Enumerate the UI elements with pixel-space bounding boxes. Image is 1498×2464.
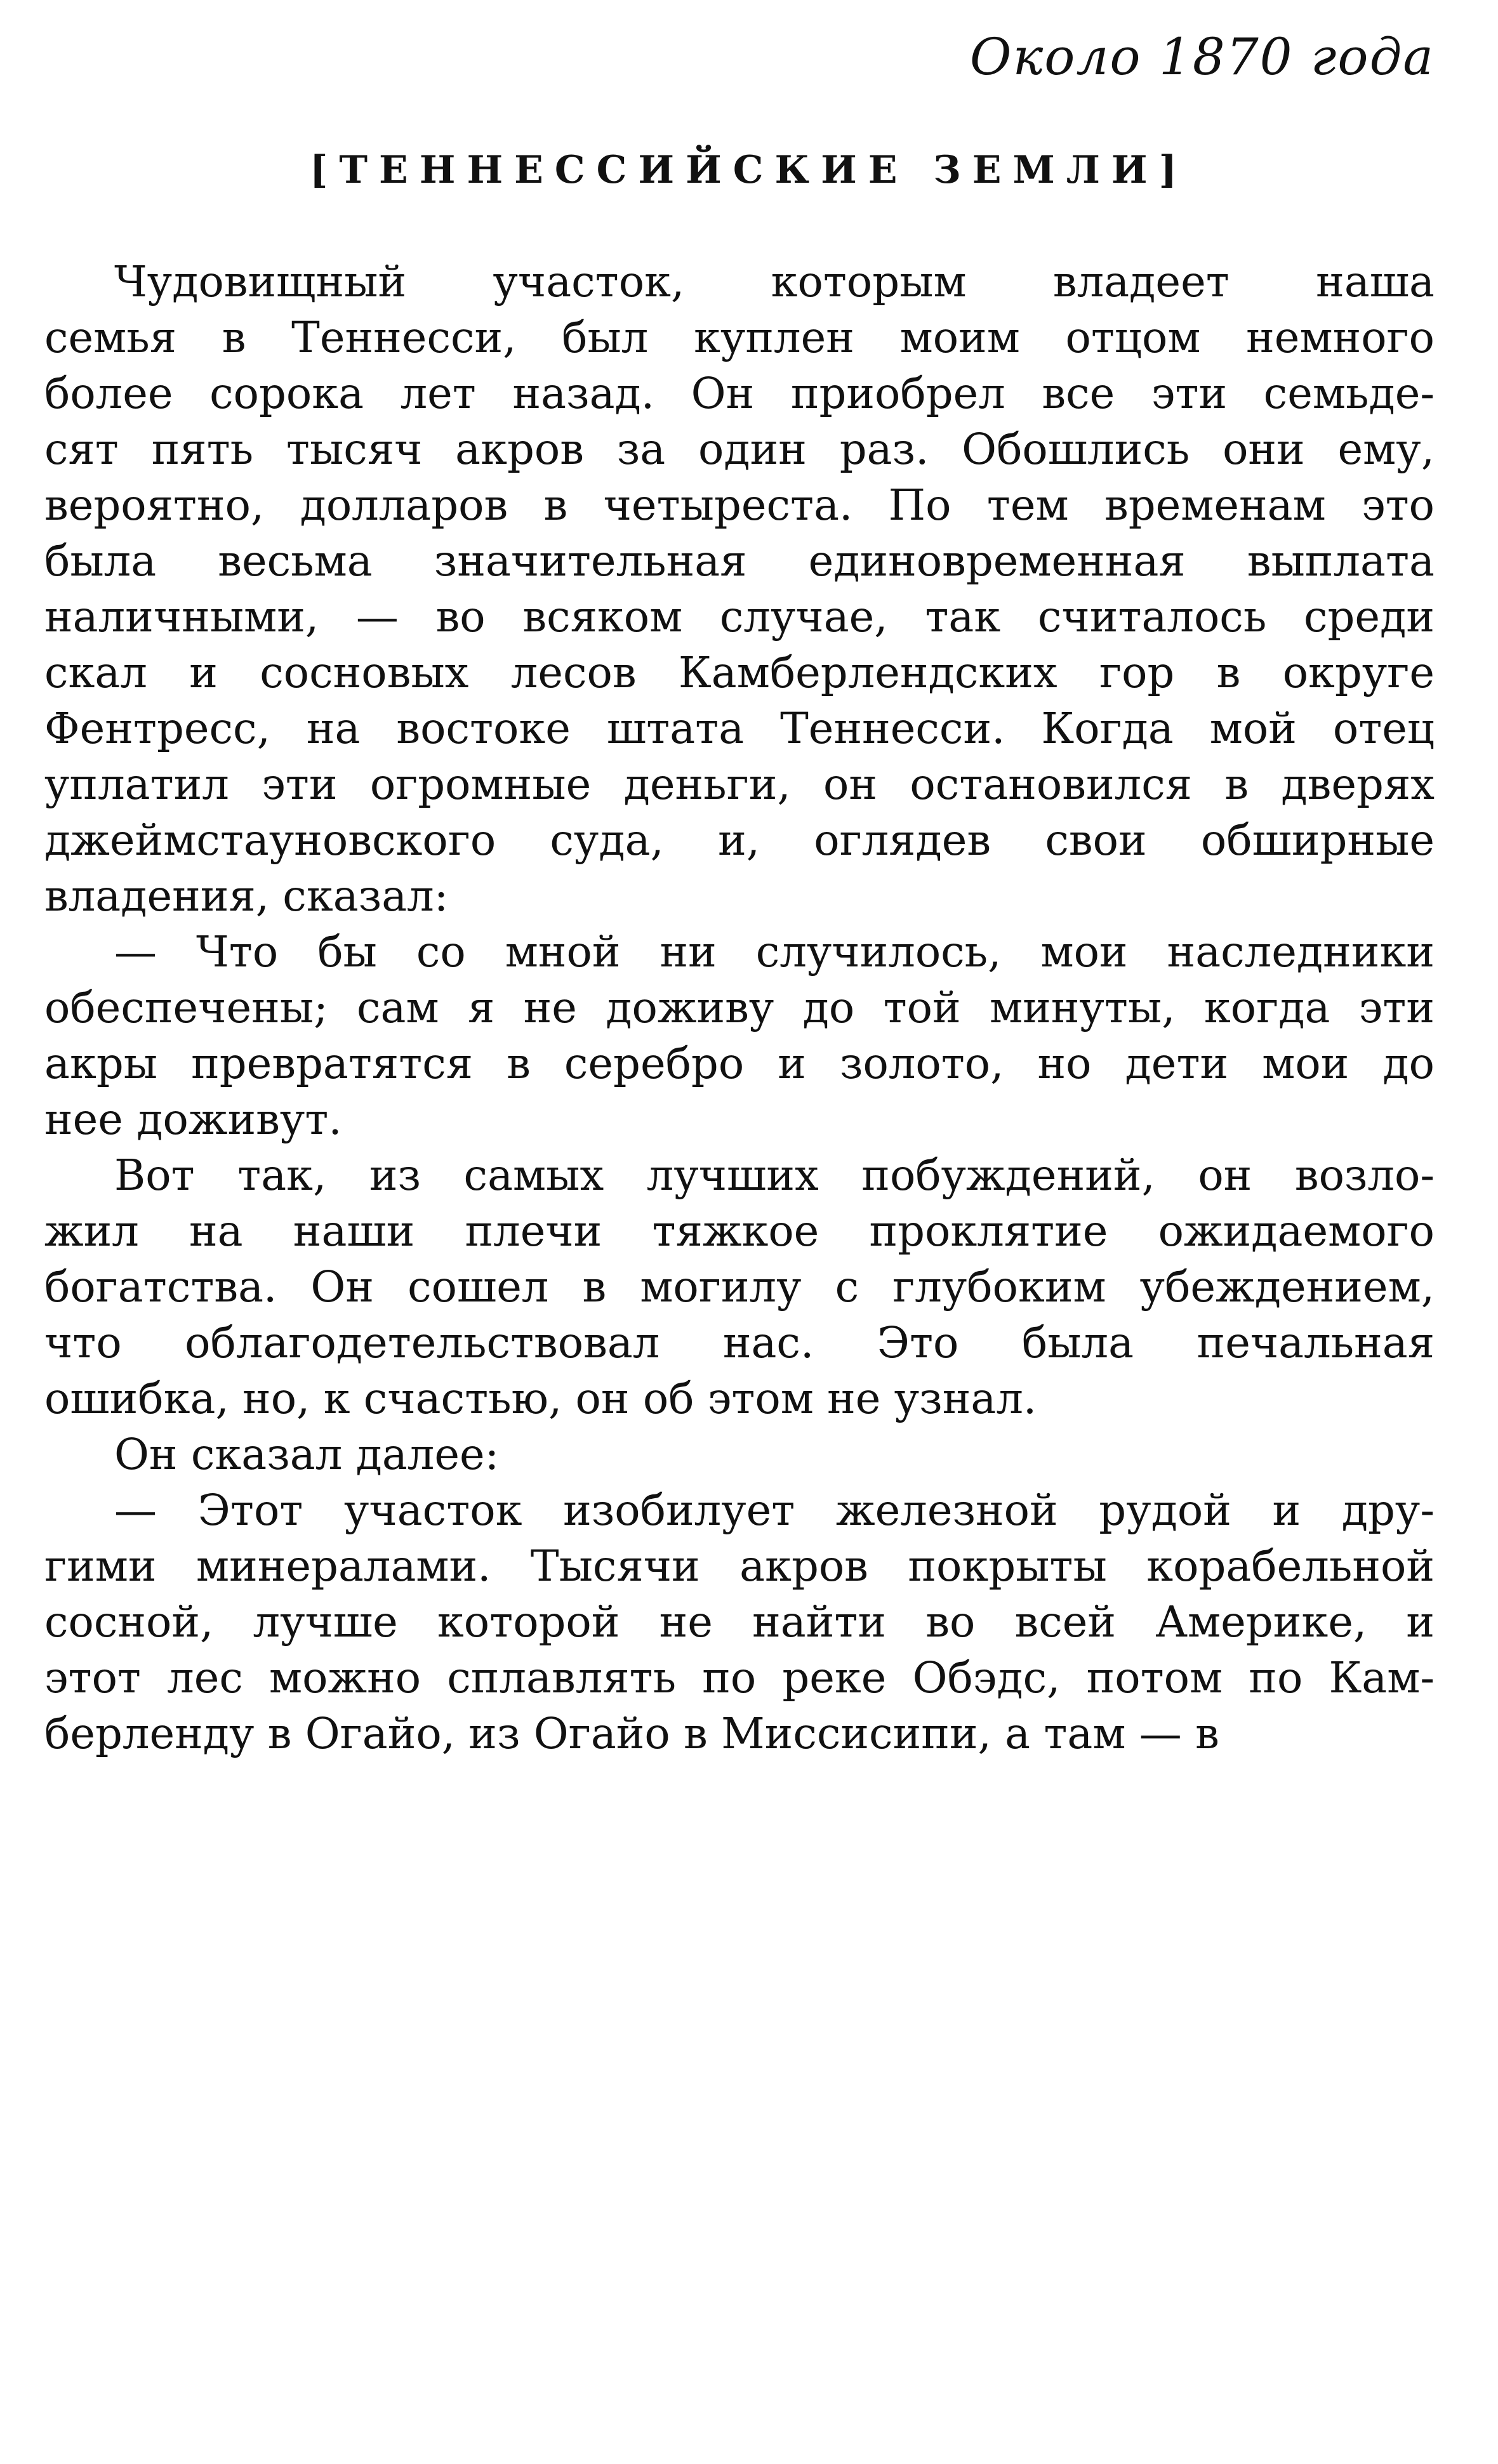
text-line: нее доживут. [44,1095,342,1144]
text-line: Вот так, из самых лучших побуждений, он возло- [114,1150,1435,1200]
text-line: владения, сказал: [44,871,449,921]
text-line: — Этот участок изобилует железной рудой и дру- [114,1486,1435,1535]
text-line: наличными, — во всяком случае, так считалось среди [44,592,1435,642]
text-line: этот лес можно сплавлять по реке Обэдс, потом по Кам- [44,1653,1435,1703]
chapter-heading: [ТЕННЕССИЙСКИЕ ЗЕМЛИ] [310,148,1188,192]
text-line: ошибка, но, к счастью, он об этом не узнал. [44,1374,1037,1423]
text-line: скал и сосновых лесов Камберлендских гор в округе [44,648,1435,697]
text-line: Чудовищный участок, которым владеет наша [114,257,1435,306]
text-line: что облагодетельствовал нас. Это была печальная [44,1318,1435,1367]
text-line: акры превратятся в серебро и золото, но дети мои до [44,1039,1435,1088]
text-line: Фентресс, на востоке штата Теннесси. Когда мой отец [44,704,1435,753]
text-line: семья в Теннесси, был куплен моим отцом немного [44,313,1435,362]
paragraph [44,924,1435,1147]
text-line: вероятно, долларов в четыреста. По тем временам это [44,480,1435,530]
text-line: богатства. Он сошел в могилу с глубоким убеждением, [44,1262,1435,1312]
text-line: берленду в Огайо, из Огайо в Миссисипи, а там — в [44,1709,1219,1758]
paragraph [44,254,1435,924]
text-line: обеспечены; сам я не доживу до той минуты, когда эти [44,983,1435,1032]
text-line: была весьма значительная единовременная выплата [44,536,1435,586]
text-line: более сорока лет назад. Он приобрел все эти семьде- [44,369,1435,418]
body-text [44,254,1435,1762]
text-line: уплатил эти огромные деньги, он остановился в дверях [44,760,1435,809]
paragraph [44,1426,1435,1482]
text-line: сят пять тысяч акров за один раз. Обошлись они ему, [44,425,1435,474]
text-line: жил на наши плечи тяжкое проклятие ожидаемого [44,1206,1435,1256]
text-line: гими минералами. Тысячи акров покрыты корабельной [44,1541,1435,1591]
text-line: Он сказал далее: [114,1430,500,1479]
paragraph [44,1482,1435,1762]
text-line: сосной, лучше которой не найти во всей Америке, и [44,1597,1435,1647]
text-line: джеймстауновского суда, и, оглядев свои обширные [44,815,1435,865]
paragraph [44,1147,1435,1426]
text-line: — Что бы со мной ни случилось, мои наследники [114,927,1435,977]
running-head: Около 1870 года [969,27,1435,86]
